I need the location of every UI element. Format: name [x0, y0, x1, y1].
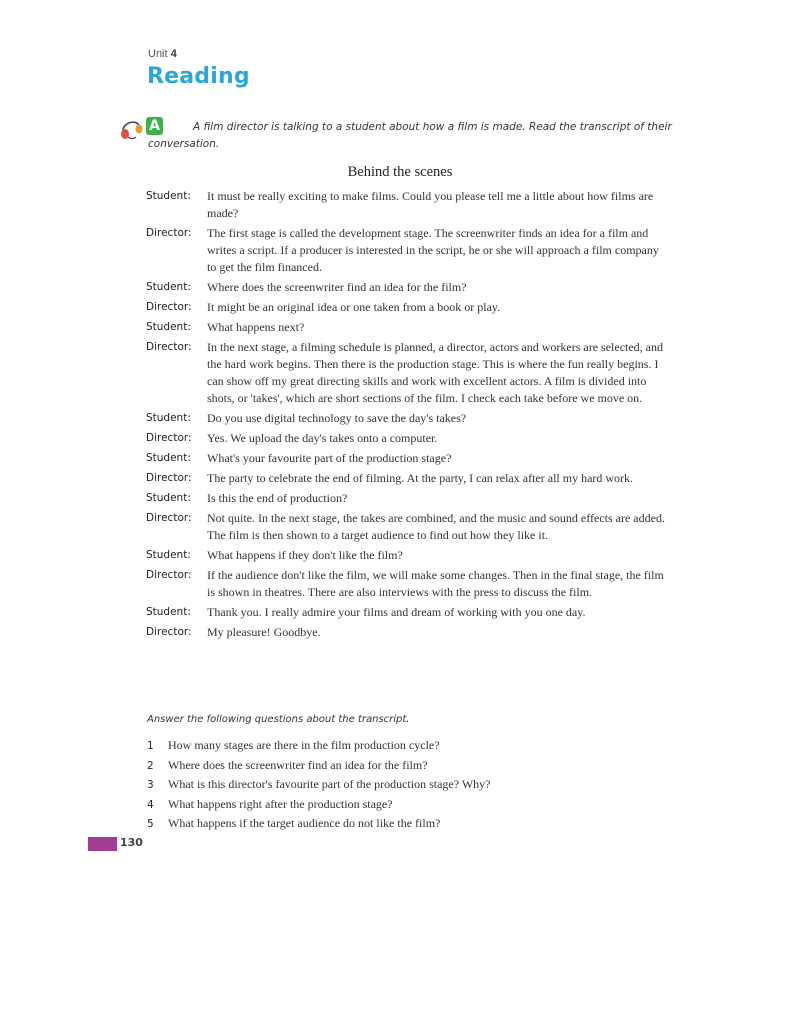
transcript-line — [146, 299, 666, 316]
speaker-label: Student: — [146, 412, 191, 424]
question-list — [147, 738, 647, 836]
article-title: Behind the scenes — [347, 164, 453, 180]
speaker-label: Student: — [146, 606, 191, 618]
speaker-label: Student: — [146, 492, 191, 504]
speech-text: Thank you. I really admire your films and dream of working with you one day. — [207, 605, 586, 619]
speech-text: Where does the screenwriter find an idea for the film? — [207, 280, 467, 294]
question-text: What happens if the target audience do not like the film? — [168, 816, 441, 830]
part-badge: A — [146, 117, 163, 135]
speech-text: In the next stage, a filming schedule is planned, a director, actors and workers are selected, and the hard work begins. Then there is the production stage. This is where the fun really begins. I can show off my great directing skills and work with excellent actors. A film is divided into shots, or 'takes', which are short sections of the film. I check each take before we move on. — [207, 340, 664, 405]
question-item — [147, 738, 647, 758]
transcript-line — [146, 410, 666, 427]
speech-text: What's your favourite part of the production stage? — [207, 451, 452, 465]
transcript-line — [146, 339, 666, 407]
question-text: How many stages are there in the film production cycle? — [168, 738, 440, 752]
question-item — [147, 758, 647, 778]
speech-text: What happens if they don't like the film? — [207, 548, 403, 562]
question-item — [147, 816, 647, 836]
question-number: 2 — [147, 759, 154, 772]
speech-text: Do you use digital technology to save the day's takes? — [207, 411, 467, 425]
transcript-line — [146, 279, 666, 296]
questions-heading: Answer the following questions about the transcript. — [147, 714, 410, 725]
speech-text: Is this the end of production? — [207, 491, 348, 505]
transcript-line — [146, 567, 666, 601]
question-text: What is this director's favourite part of the production stage? Why? — [168, 777, 491, 791]
transcript-line — [146, 225, 666, 276]
speech-text: It might be an original idea or one taken from a book or play. — [207, 300, 501, 314]
speech-text: The party to celebrate the end of filming. At the party, I can relax after all my hard work. — [207, 471, 634, 485]
unit-label — [148, 48, 177, 60]
speaker-label: Director: — [146, 472, 192, 484]
speaker-label: Student: — [146, 281, 191, 293]
speech-text: What happens next? — [207, 320, 305, 334]
transcript — [146, 188, 666, 644]
transcript-line — [146, 319, 666, 336]
question-number: 4 — [147, 798, 154, 811]
question-item — [147, 797, 647, 817]
question-item — [147, 777, 647, 797]
speech-text: It must be really exciting to make films. Could you please tell me a little about how films are made? — [207, 189, 654, 220]
transcript-line — [146, 547, 666, 564]
unit-prefix: Unit — [148, 48, 168, 60]
speech-text: My pleasure! Goodbye. — [207, 625, 321, 639]
speaker-label: Director: — [146, 432, 192, 444]
transcript-line — [146, 510, 666, 544]
transcript-line — [146, 470, 666, 487]
activity-instructions: A film director is talking to a student about how a film is made. Read the transcript of their conversation. — [148, 121, 672, 150]
speaker-label: Director: — [146, 227, 192, 239]
speech-text: If the audience don't like the film, we will make some changes. Then in the final stage, the film is shown in theatres. There are also interviews with the press to discuss the film. — [207, 568, 664, 599]
speaker-label: Student: — [146, 549, 191, 561]
question-text: Where does the screenwriter find an idea for the film? — [168, 757, 428, 772]
speaker-label: Director: — [146, 341, 192, 353]
transcript-line — [146, 624, 666, 641]
transcript-line — [146, 490, 666, 507]
headphones-icon — [118, 115, 146, 141]
speaker-label: Director: — [146, 301, 192, 313]
question-number: 5 — [147, 818, 154, 830]
unit-number: 4 — [170, 48, 177, 60]
speaker-label: Student: — [146, 190, 191, 202]
page-number: 130 — [120, 836, 143, 849]
question-number: 1 — [147, 740, 154, 752]
speaker-label: Student: — [146, 452, 191, 464]
speech-text: Yes. We upload the day's takes onto a computer. — [207, 431, 438, 445]
section-title: Reading — [147, 64, 250, 89]
speech-text: The first stage is called the development stage. The screenwriter finds an idea for a film and writes a script. If a producer is interested in the script, he or she will approach a film company to get the film financed. — [207, 226, 659, 274]
transcript-line — [146, 430, 666, 447]
speaker-label: Student: — [146, 321, 191, 333]
speaker-label: Director: — [146, 569, 192, 581]
speaker-label: Director: — [146, 512, 192, 524]
question-text: What happens right after the production stage? — [168, 796, 393, 811]
page-number-bar — [88, 837, 117, 851]
transcript-line — [146, 450, 666, 467]
speech-text: Not quite. In the next stage, the takes are combined, and the music and sound effects are added. The film is then shown to a target audience to find out how they like it. — [207, 511, 665, 542]
question-number: 3 — [147, 779, 154, 791]
transcript-line — [146, 188, 666, 222]
transcript-line — [146, 604, 666, 621]
speaker-label: Director: — [146, 626, 192, 638]
